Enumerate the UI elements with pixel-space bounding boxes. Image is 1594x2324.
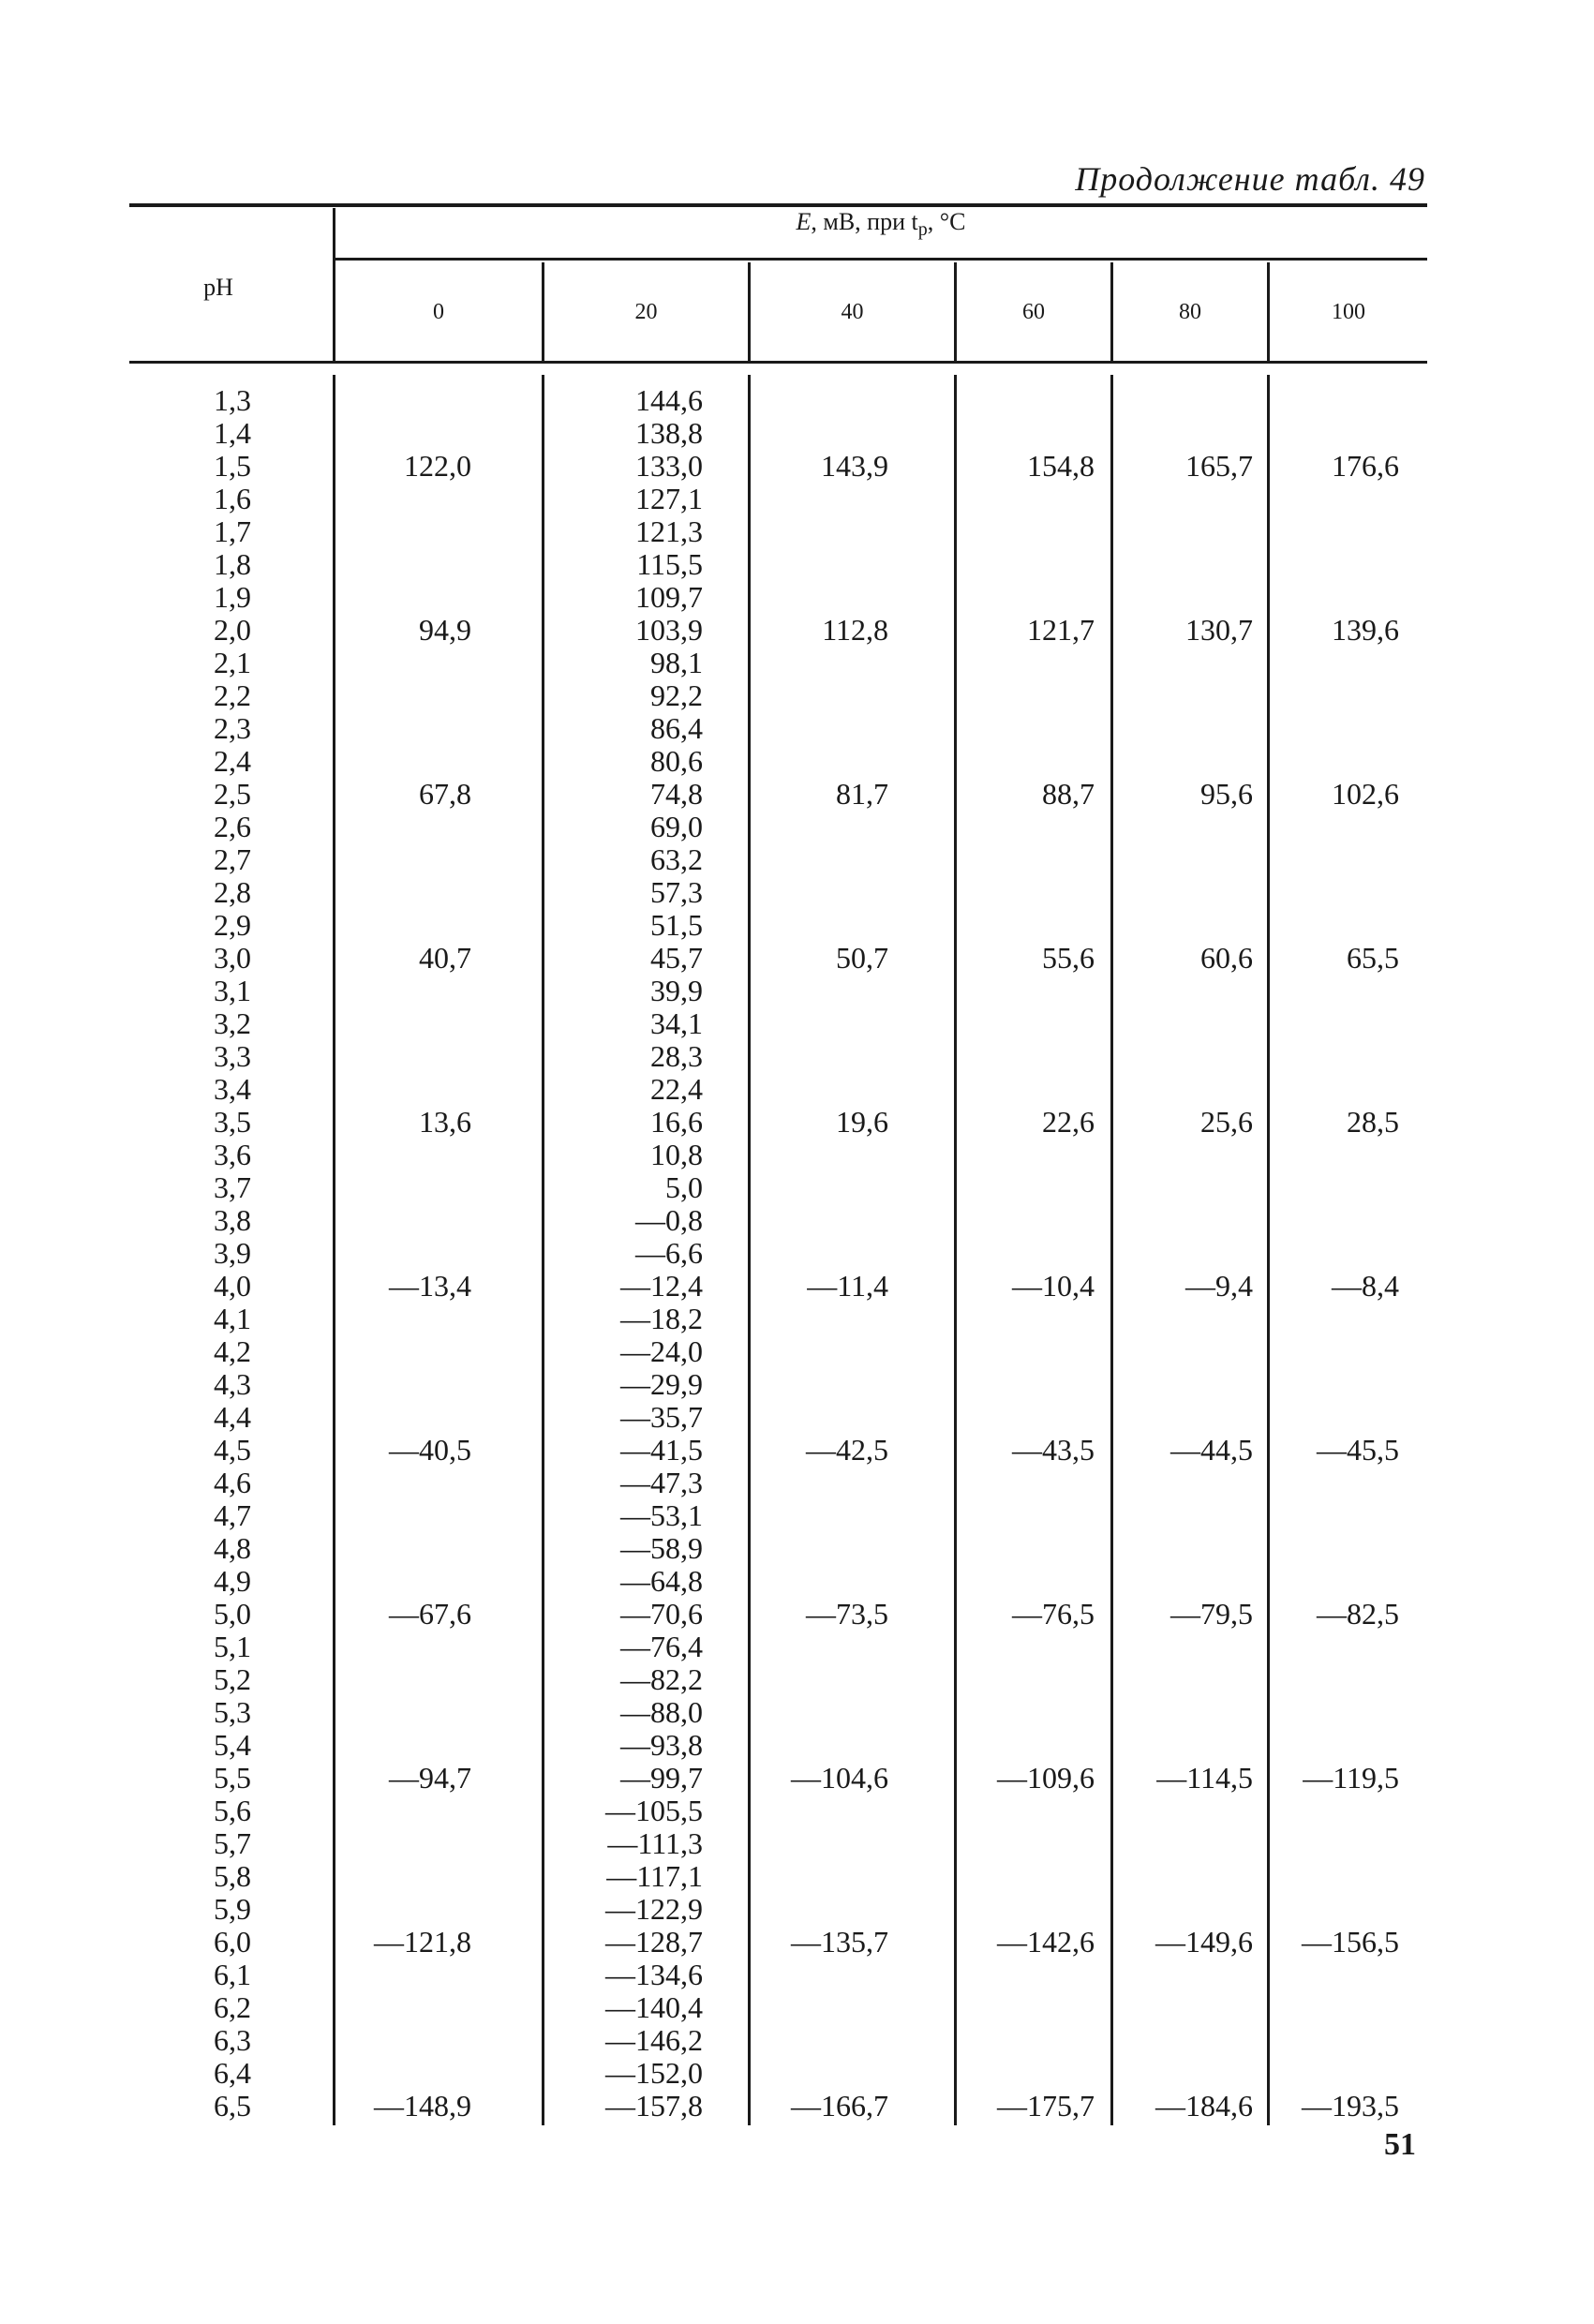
value-cell-20: 121,3 — [635, 514, 703, 548]
table-row — [0, 1303, 1594, 1335]
value-cell-20: —70,6 — [620, 1597, 703, 1631]
table-row — [0, 2090, 1594, 2123]
ph-cell: 1,5 — [214, 449, 251, 483]
value-cell-20: —152,0 — [605, 2056, 703, 2090]
value-cell-80: 25,6 — [1200, 1105, 1253, 1139]
value-cell-20: 115,5 — [636, 547, 703, 581]
ph-cell: 2,8 — [214, 875, 251, 909]
ph-cell: 6,4 — [214, 2056, 251, 2090]
table-row — [0, 1795, 1594, 1827]
value-cell-0: —148,9 — [374, 2089, 471, 2123]
value-cell-20: —24,0 — [620, 1334, 703, 1368]
value-cell-80: 60,6 — [1200, 941, 1253, 975]
ph-cell: 5,5 — [214, 1761, 251, 1795]
table-row — [0, 1237, 1594, 1270]
ph-cell: 5,6 — [214, 1794, 251, 1827]
value-cell-20: —64,8 — [620, 1564, 703, 1598]
value-cell-20: —134,6 — [605, 1958, 703, 1991]
value-cell-20: —93,8 — [620, 1728, 703, 1762]
ph-cell: 3,3 — [214, 1039, 251, 1073]
potential-symbol: E — [796, 208, 812, 235]
value-cell-100: 139,6 — [1332, 613, 1399, 647]
value-cell-60: —10,4 — [1012, 1269, 1095, 1303]
table-row — [0, 876, 1594, 909]
value-cell-20: —0,8 — [635, 1203, 703, 1237]
table-row — [0, 1827, 1594, 1860]
value-cell-20: —58,9 — [620, 1531, 703, 1565]
temp-header-60: 60 — [1022, 300, 1045, 324]
ph-cell: 2,7 — [214, 842, 251, 876]
value-cell-20: —76,4 — [620, 1630, 703, 1663]
value-cell-0: 67,8 — [419, 777, 471, 811]
value-cell-0: —94,7 — [389, 1761, 471, 1795]
table-row — [0, 1106, 1594, 1139]
value-cell-20: 39,9 — [650, 974, 703, 1007]
table-row — [0, 581, 1594, 614]
value-cell-20: 127,1 — [635, 482, 703, 515]
table-row — [0, 1171, 1594, 1204]
table-row — [0, 614, 1594, 647]
ph-cell: 6,5 — [214, 2089, 251, 2123]
value-cell-0: —67,6 — [389, 1597, 471, 1631]
value-cell-80: —79,5 — [1170, 1597, 1253, 1631]
value-cell-0: 122,0 — [404, 449, 471, 483]
value-cell-20: —122,9 — [605, 1892, 703, 1926]
value-cell-100: —156,5 — [1302, 1925, 1399, 1959]
table-row — [0, 1467, 1594, 1499]
value-cell-80: —149,6 — [1155, 1925, 1253, 1959]
value-cell-100: —82,5 — [1317, 1597, 1399, 1631]
potential-subscript: р — [917, 219, 928, 241]
value-cell-20: —140,4 — [605, 1990, 703, 2024]
value-cell-20: —35,7 — [620, 1400, 703, 1434]
value-cell-60: —76,5 — [1012, 1597, 1095, 1631]
value-cell-40: —135,7 — [791, 1925, 888, 1959]
value-cell-40: —42,5 — [806, 1433, 888, 1467]
ph-cell: 5,3 — [214, 1695, 251, 1729]
value-cell-20: —111,3 — [607, 1826, 703, 1860]
value-cell-60: 55,6 — [1042, 941, 1095, 975]
value-cell-20: 34,1 — [650, 1006, 703, 1040]
table-row — [0, 745, 1594, 778]
value-cell-20: 98,1 — [650, 646, 703, 679]
value-cell-100: 65,5 — [1347, 941, 1399, 975]
value-cell-40: —11,4 — [807, 1269, 888, 1303]
table-caption: Продолжение табл. 49 — [1075, 160, 1425, 198]
value-cell-20: —47,3 — [620, 1466, 703, 1499]
table-row — [0, 1073, 1594, 1106]
value-cell-100: 28,5 — [1347, 1105, 1399, 1139]
table-row — [0, 548, 1594, 581]
value-cell-40: —104,6 — [791, 1761, 888, 1795]
table-row — [0, 1532, 1594, 1565]
value-cell-40: 19,6 — [836, 1105, 888, 1139]
value-cell-40: 50,7 — [836, 941, 888, 975]
value-cell-20: 10,8 — [650, 1138, 703, 1171]
ph-cell: 6,0 — [214, 1925, 251, 1959]
value-cell-40: 143,9 — [821, 449, 888, 483]
value-cell-60: —142,6 — [997, 1925, 1095, 1959]
value-cell-60: 88,7 — [1042, 777, 1095, 811]
value-cell-0: —121,8 — [374, 1925, 471, 1959]
value-cell-20: —18,2 — [620, 1302, 703, 1335]
value-cell-20: 103,9 — [635, 613, 703, 647]
ph-cell: 2,5 — [214, 777, 251, 811]
table-row — [0, 1991, 1594, 2024]
value-cell-100: —45,5 — [1317, 1433, 1399, 1467]
value-cell-0: 94,9 — [419, 613, 471, 647]
ph-cell: 5,0 — [214, 1597, 251, 1631]
value-cell-20: 86,4 — [650, 711, 703, 745]
table-row — [0, 384, 1594, 417]
value-cell-20: —146,2 — [605, 2023, 703, 2057]
value-cell-20: —29,9 — [620, 1367, 703, 1401]
ph-cell: 4,1 — [214, 1302, 251, 1335]
ph-cell: 3,4 — [214, 1072, 251, 1106]
ph-cell: 5,4 — [214, 1728, 251, 1762]
value-cell-20: 138,8 — [635, 416, 703, 450]
value-cell-100: 102,6 — [1332, 777, 1399, 811]
value-cell-60: —43,5 — [1012, 1433, 1095, 1467]
ph-cell: 3,2 — [214, 1006, 251, 1040]
value-cell-80: —9,4 — [1185, 1269, 1253, 1303]
table-row — [0, 1762, 1594, 1795]
table-row — [0, 417, 1594, 450]
temp-header-20: 20 — [634, 300, 658, 324]
table-row — [0, 942, 1594, 975]
value-cell-20: 28,3 — [650, 1039, 703, 1073]
potential-label: , мВ, при t — [811, 208, 918, 235]
table-row — [0, 679, 1594, 712]
value-cell-20: 45,7 — [650, 941, 703, 975]
ph-column-header: pH — [203, 274, 233, 301]
ph-cell: 2,6 — [214, 810, 251, 843]
table-row — [0, 647, 1594, 679]
table-row — [0, 1893, 1594, 1926]
table-row — [0, 1335, 1594, 1368]
temp-header-0: 0 — [433, 300, 444, 324]
table-row — [0, 909, 1594, 942]
table-row — [0, 1499, 1594, 1532]
ph-cell: 6,1 — [214, 1958, 251, 1991]
ph-cell: 4,9 — [214, 1564, 251, 1598]
table-row — [0, 1204, 1594, 1237]
value-cell-20: —6,6 — [635, 1236, 703, 1270]
value-cell-80: 130,7 — [1185, 613, 1253, 647]
value-cell-20: —41,5 — [620, 1433, 703, 1467]
ph-cell: 2,3 — [214, 711, 251, 745]
ph-cell: 3,8 — [214, 1203, 251, 1237]
value-cell-20: 133,0 — [635, 449, 703, 483]
ph-cell: 4,8 — [214, 1531, 251, 1565]
value-cell-60: —175,7 — [997, 2089, 1095, 2123]
value-cell-20: —157,8 — [605, 2089, 703, 2123]
ph-cell: 4,2 — [214, 1334, 251, 1368]
value-cell-20: 92,2 — [650, 678, 703, 712]
potential-unit: , °С — [927, 208, 966, 235]
ph-cell: 1,6 — [214, 482, 251, 515]
value-cell-20: 74,8 — [650, 777, 703, 811]
ph-cell: 4,4 — [214, 1400, 251, 1434]
ph-cell: 1,3 — [214, 383, 251, 417]
value-cell-20: —82,2 — [620, 1662, 703, 1696]
ph-cell: 2,9 — [214, 908, 251, 942]
header-bottom-rule — [129, 361, 1427, 364]
ph-cell: 4,3 — [214, 1367, 251, 1401]
table-row — [0, 1139, 1594, 1171]
value-cell-20: —88,0 — [620, 1695, 703, 1729]
value-cell-40: —166,7 — [791, 2089, 888, 2123]
page-number: 51 — [1384, 2127, 1416, 2162]
ph-cell: 3,5 — [214, 1105, 251, 1139]
ph-cell: 2,4 — [214, 744, 251, 778]
value-cell-100: —119,5 — [1303, 1761, 1399, 1795]
value-cell-60: —109,6 — [997, 1761, 1095, 1795]
ph-cell: 3,1 — [214, 974, 251, 1007]
value-cell-20: —99,7 — [620, 1761, 703, 1795]
value-cell-100: —193,5 — [1302, 2089, 1399, 2123]
ph-cell: 5,1 — [214, 1630, 251, 1663]
ph-cell: 4,0 — [214, 1269, 251, 1303]
ph-cell: 3,7 — [214, 1170, 251, 1204]
ph-cell: 2,2 — [214, 678, 251, 712]
value-cell-20: 109,7 — [635, 580, 703, 614]
value-cell-20: 80,6 — [650, 744, 703, 778]
value-cell-0: —40,5 — [389, 1433, 471, 1467]
ph-cell: 1,7 — [214, 514, 251, 548]
temp-header-40: 40 — [841, 300, 864, 324]
value-cell-20: 16,6 — [650, 1105, 703, 1139]
value-cell-40: 112,8 — [822, 613, 888, 647]
ph-cell: 6,2 — [214, 1990, 251, 2024]
ph-cell: 5,8 — [214, 1859, 251, 1893]
value-cell-0: 40,7 — [419, 941, 471, 975]
value-cell-20: 144,6 — [635, 383, 703, 417]
table-row — [0, 1696, 1594, 1729]
ph-cell: 5,2 — [214, 1662, 251, 1696]
ph-cell: 5,7 — [214, 1826, 251, 1860]
table-row — [0, 1565, 1594, 1598]
value-cell-40: 81,7 — [836, 777, 888, 811]
table-row — [0, 843, 1594, 876]
value-cell-0: —13,4 — [389, 1269, 471, 1303]
ph-cell: 3,6 — [214, 1138, 251, 1171]
value-cell-20: 69,0 — [650, 810, 703, 843]
ph-cell: 1,4 — [214, 416, 251, 450]
value-cell-80: —184,6 — [1155, 2089, 1253, 2123]
value-cell-20: —128,7 — [605, 1925, 703, 1959]
table-row — [0, 1598, 1594, 1631]
temp-header-80: 80 — [1179, 300, 1201, 324]
table-row — [0, 483, 1594, 515]
table-row — [0, 1434, 1594, 1467]
table-top-rule — [129, 203, 1427, 207]
table-row — [0, 712, 1594, 745]
ph-cell: 3,9 — [214, 1236, 251, 1270]
table-row — [0, 450, 1594, 483]
table-row — [0, 1270, 1594, 1303]
table-row — [0, 1663, 1594, 1696]
value-cell-20: 5,0 — [665, 1170, 703, 1204]
value-cell-100: —8,4 — [1332, 1269, 1399, 1303]
table-row — [0, 1860, 1594, 1893]
ph-cell: 4,6 — [214, 1466, 251, 1499]
table-row — [0, 2024, 1594, 2057]
value-cell-20: 22,4 — [650, 1072, 703, 1106]
table-row — [0, 1007, 1594, 1040]
value-cell-20: 51,5 — [650, 908, 703, 942]
value-cell-20: —53,1 — [620, 1498, 703, 1532]
value-cell-0: 13,6 — [419, 1105, 471, 1139]
value-cell-80: 165,7 — [1185, 449, 1253, 483]
table-row — [0, 811, 1594, 843]
ph-cell: 6,3 — [214, 2023, 251, 2057]
table-row — [0, 1926, 1594, 1959]
value-cell-80: —44,5 — [1170, 1433, 1253, 1467]
value-cell-60: 154,8 — [1027, 449, 1095, 483]
ph-cell: 1,9 — [214, 580, 251, 614]
value-cell-40: —73,5 — [806, 1597, 888, 1631]
value-cell-60: 22,6 — [1042, 1105, 1095, 1139]
table-row — [0, 1729, 1594, 1762]
table-row — [0, 515, 1594, 548]
table-row — [0, 1368, 1594, 1401]
table-row — [0, 1959, 1594, 1991]
table-row — [0, 1401, 1594, 1434]
value-cell-60: 121,7 — [1027, 613, 1095, 647]
potential-group-header — [333, 208, 1429, 241]
ph-cell: 2,1 — [214, 646, 251, 679]
value-cell-20: —105,5 — [605, 1794, 703, 1827]
value-cell-80: 95,6 — [1200, 777, 1253, 811]
table-row — [0, 1040, 1594, 1073]
temp-header-100: 100 — [1332, 300, 1365, 324]
value-cell-20: 57,3 — [650, 875, 703, 909]
table-row — [0, 975, 1594, 1007]
ph-cell: 2,0 — [214, 613, 251, 647]
value-cell-20: 63,2 — [650, 842, 703, 876]
ph-cell: 3,0 — [214, 941, 251, 975]
value-cell-100: 176,6 — [1332, 449, 1399, 483]
value-cell-80: —114,5 — [1156, 1761, 1253, 1795]
ph-cell: 4,7 — [214, 1498, 251, 1532]
value-cell-20: —117,1 — [606, 1859, 703, 1893]
ph-cell: 4,5 — [214, 1433, 251, 1467]
table-row — [0, 1631, 1594, 1663]
ph-cell: 5,9 — [214, 1892, 251, 1926]
ph-cell: 1,8 — [214, 547, 251, 581]
value-cell-20: —12,4 — [620, 1269, 703, 1303]
table-row — [0, 2057, 1594, 2090]
table-row — [0, 778, 1594, 811]
header-sub-rule — [333, 258, 1427, 261]
